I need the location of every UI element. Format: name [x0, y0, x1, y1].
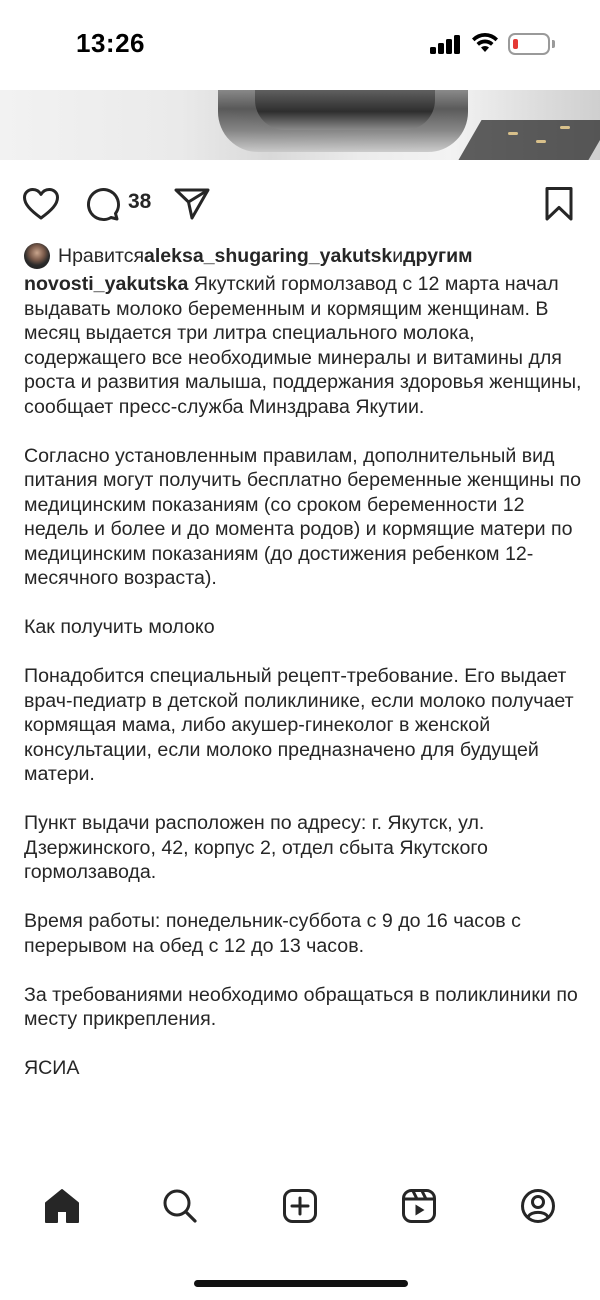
comment-icon [84, 186, 120, 222]
likes-user-link[interactable]: aleksa_shugaring_yakutsk [144, 244, 393, 267]
nav-home[interactable] [42, 1188, 82, 1228]
nav-profile[interactable] [518, 1188, 558, 1228]
profile-icon [520, 1188, 556, 1229]
bookmark-icon [544, 186, 574, 222]
create-icon [282, 1188, 318, 1229]
comment-count[interactable]: 38 [128, 190, 152, 213]
post-image-shadow [458, 120, 600, 160]
home-icon [43, 1188, 81, 1229]
likes-prefix: Нравится [58, 244, 145, 267]
caption-paragraph: Пункт выдачи расположен по адресу: г. Якутск, ул. Дзержинского, 42, корпус 2, отдел сбыта Якутского гормолзавода. [24, 812, 488, 883]
likes-summary[interactable] [24, 242, 584, 270]
signal-icon [430, 34, 462, 54]
share-button[interactable] [174, 182, 210, 226]
caption-paragraph: Время работы: понедельник-суббота с 9 до 16 часов с перерывом на обед с 12 до 13 часов. [24, 910, 521, 957]
comment-button[interactable] [84, 182, 120, 226]
post-image-sparkle [536, 140, 546, 143]
heart-icon [22, 187, 60, 221]
wifi-icon [470, 30, 500, 54]
caption-paragraph: За требованиями необходимо обращаться в поликлиники по месту прикрепления. [24, 983, 578, 1030]
battery-icon [508, 33, 550, 55]
post-caption [24, 272, 584, 1081]
battery-tip [552, 40, 555, 48]
caption-paragraph: Как получить молоко [24, 616, 215, 638]
likes-middle: и [392, 244, 404, 267]
caption-text: Якутский гормолзавод с 12 марта начал выдавать молоко беременным и кормящим женщинам. В месяц выдается три литра специального молока, содержащего все необходимые минералы и витамины для роста и развития малыша, поддержания здоровья женщины, сообщает пресс-служба Минздрава Якутии. [24, 273, 582, 418]
post-actions [0, 182, 600, 226]
caption-paragraph: ЯСИА [24, 1057, 80, 1079]
like-button[interactable] [22, 182, 60, 226]
battery-level [513, 39, 518, 49]
search-icon [162, 1188, 198, 1229]
avatar[interactable] [24, 243, 50, 269]
home-indicator[interactable] [194, 1280, 408, 1287]
reels-icon [401, 1188, 437, 1229]
post-image[interactable] [0, 90, 600, 160]
nav-search[interactable] [160, 1188, 200, 1228]
nav-reels[interactable] [399, 1188, 439, 1228]
status-bar [0, 0, 600, 90]
nav-create[interactable] [280, 1188, 320, 1228]
post-image-sparkle [560, 126, 570, 129]
send-icon [174, 187, 210, 221]
caption-username[interactable]: novosti_yakutska [24, 273, 189, 295]
save-button[interactable] [544, 182, 574, 226]
status-time: 13:26 [76, 28, 145, 58]
caption-paragraph [24, 272, 584, 419]
caption-paragraph: Согласно установленным правилам, дополнительный вид питания могут получить бесплатно беременные женщины по медицинским показаниям (со сроком беременности 12 недель и более и до момента родов) и кормящие матери по медицинским показаниям (до достижения ребенком 12-месячного возраста). [24, 444, 582, 589]
post-image-sparkle [508, 132, 518, 135]
likes-others-link[interactable]: другим [403, 244, 473, 267]
post-image-object-inner [255, 90, 435, 130]
caption-paragraph: Понадобится специальный рецепт-требование. Его выдает врач-педиатр в детской поликлинике, если молоко получает кормящая мама, либо акушер-гинеколог в женской консультации, если молоко предназначено для будущей матери. [24, 665, 574, 785]
